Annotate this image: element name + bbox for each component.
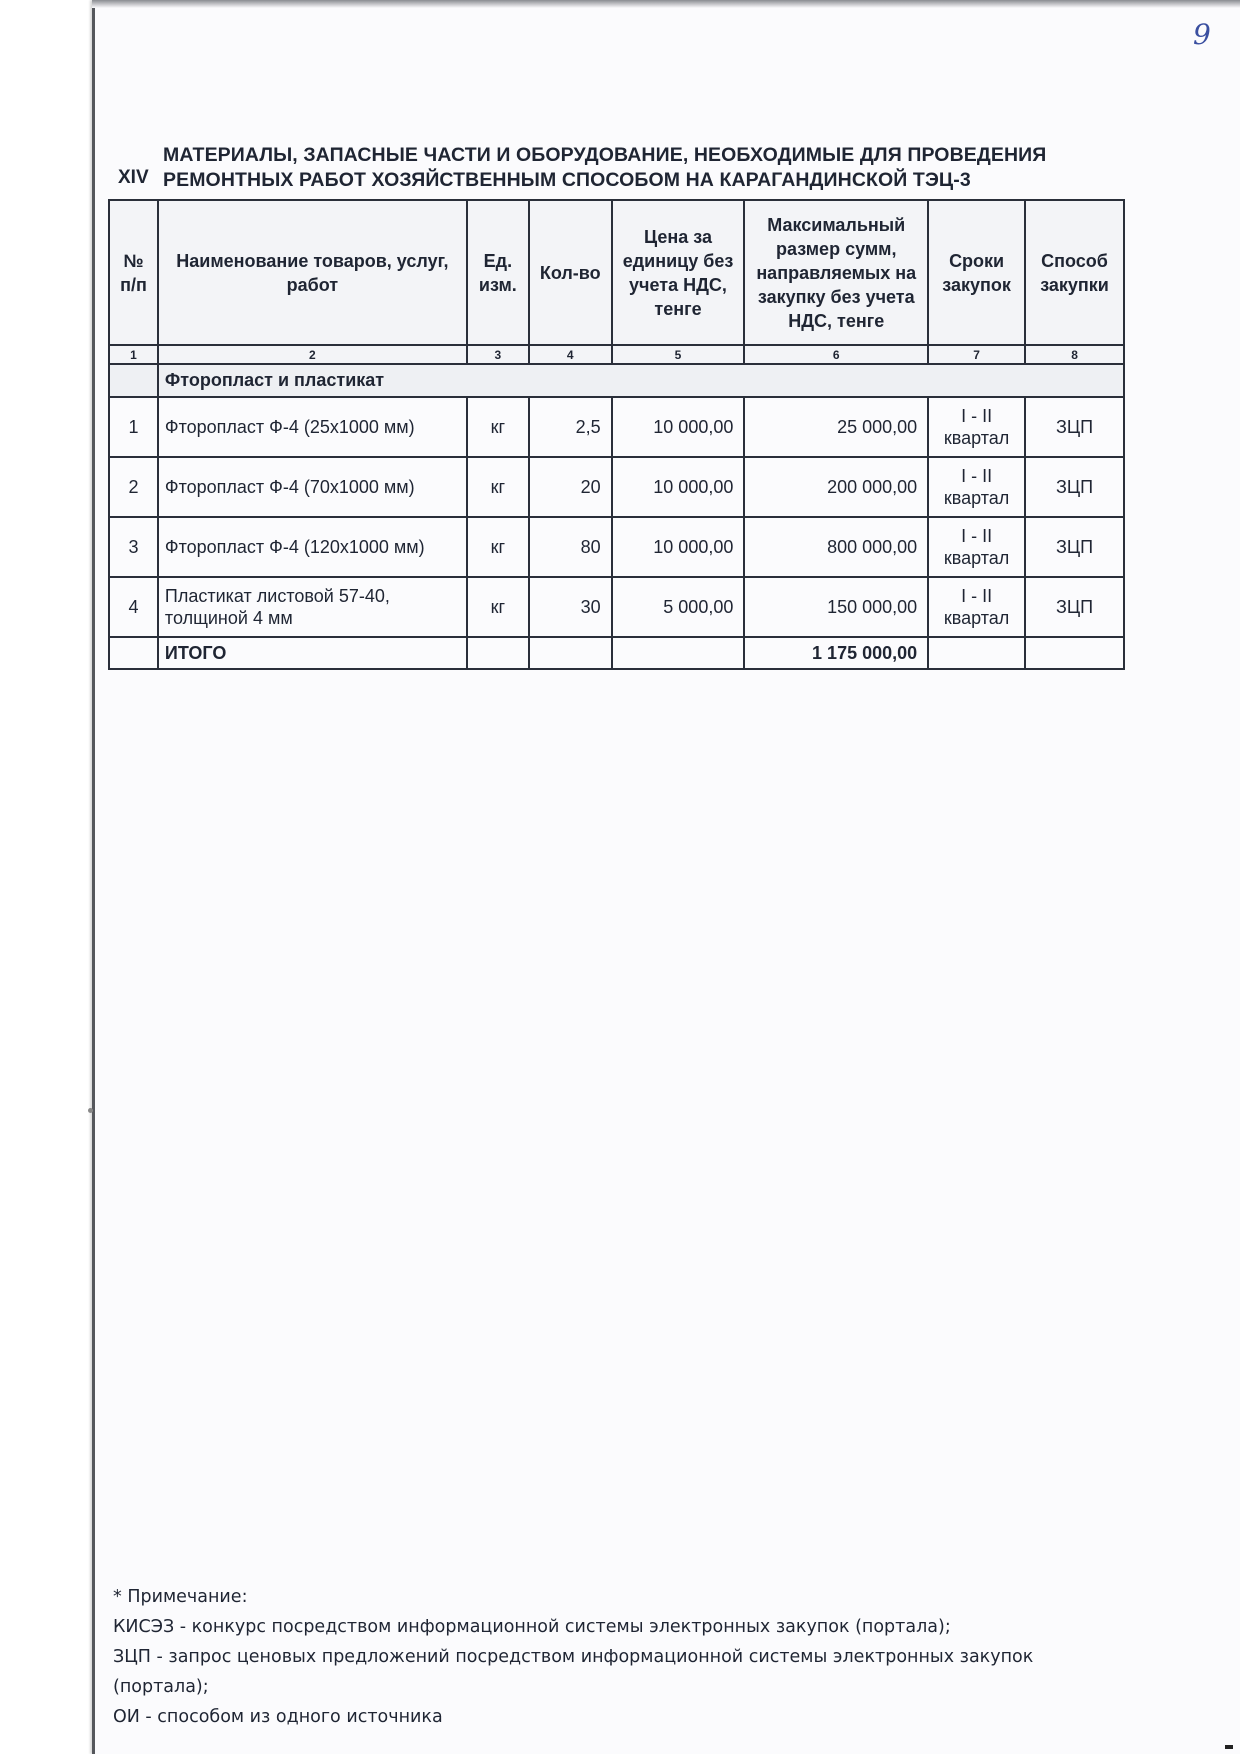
- procurement-method: ЗЦП: [1025, 577, 1124, 637]
- column-number: 5: [612, 345, 745, 364]
- amount: 150 000,00: [744, 577, 928, 637]
- item-name: [158, 577, 467, 637]
- unit: кг: [467, 397, 529, 457]
- row-number: 1: [109, 397, 158, 457]
- term-line: I - II: [961, 466, 993, 486]
- header-cell: Ед. изм.: [467, 200, 529, 345]
- term-line: квартал: [943, 608, 1010, 628]
- amount: 800 000,00: [744, 517, 928, 577]
- group-row: [109, 364, 1124, 397]
- table-row: [109, 577, 1124, 637]
- term-line: квартал: [943, 548, 1010, 568]
- total-label: ИТОГО: [158, 637, 467, 669]
- header-cell: Сроки закупок: [928, 200, 1025, 345]
- column-number: 7: [928, 345, 1025, 364]
- term-line: квартал: [943, 428, 1010, 448]
- table-header-row: [109, 200, 1124, 345]
- header-cell: Наименование товаров, услуг, работ: [158, 200, 467, 345]
- table-row: [109, 517, 1124, 577]
- unit: кг: [467, 457, 529, 517]
- unit-price: 10 000,00: [612, 457, 745, 517]
- term-line: I - II: [961, 526, 993, 546]
- scan-speck: [88, 1108, 93, 1113]
- unit-price: 10 000,00: [612, 517, 745, 577]
- procurement-method: ЗЦП: [1025, 517, 1124, 577]
- column-number: 3: [467, 345, 529, 364]
- column-number: 6: [744, 345, 928, 364]
- column-number: 4: [529, 345, 612, 364]
- note-line: ОИ - способом из одного источника: [113, 1707, 443, 1727]
- group-label: Фторопласт и пластикат: [158, 364, 1124, 397]
- row-number: 3: [109, 517, 158, 577]
- header-cell: Кол-во: [529, 200, 612, 345]
- unit: кг: [467, 577, 529, 637]
- item-name-line: Пластикат листовой 57-40,: [164, 586, 390, 606]
- scan-speck: [1225, 1745, 1233, 1749]
- column-number: 2: [158, 345, 467, 364]
- procurement-method: ЗЦП: [1025, 457, 1124, 517]
- handwritten-page-number: 9: [1193, 18, 1211, 51]
- item-name-line: толщиной 4 мм: [164, 608, 293, 628]
- procurement-term: [928, 457, 1025, 517]
- row-number: 2: [109, 457, 158, 517]
- quantity: 30: [529, 577, 612, 637]
- header-cell: Максимальный размер сумм, направляемых на закупку без учета НДС, тенге: [744, 200, 928, 345]
- unit-price: 5 000,00: [612, 577, 745, 637]
- note-line: КИСЭЗ - конкурс посредством информационной системы электронных закупок (портала);: [113, 1617, 951, 1637]
- amount: 200 000,00: [744, 457, 928, 517]
- procurement-term: [928, 397, 1025, 457]
- quantity: 80: [529, 517, 612, 577]
- term-line: I - II: [961, 586, 993, 606]
- item-name: Фторопласт Ф-4 (70х1000 мм): [158, 457, 467, 517]
- amount: 25 000,00: [744, 397, 928, 457]
- column-number-row: [109, 345, 1124, 364]
- note-line: ЗЦП - запрос ценовых предложений посредством информационной системы электронных закупок: [113, 1647, 1034, 1667]
- header-cell: Цена за единицу без учета НДС, тенге: [612, 200, 745, 345]
- unit: кг: [467, 517, 529, 577]
- footnote: [113, 1582, 1113, 1732]
- scan-top-edge: [92, 0, 1240, 8]
- column-number: 1: [109, 345, 158, 364]
- note-line: (портала);: [113, 1677, 209, 1697]
- term-line: квартал: [943, 488, 1010, 508]
- total-value: 1 175 000,00: [744, 637, 928, 669]
- table-row: [109, 397, 1124, 457]
- row-number: 4: [109, 577, 158, 637]
- procurement-term: [928, 577, 1025, 637]
- total-row: [109, 637, 1124, 669]
- term-line: I - II: [961, 406, 993, 426]
- item-name: Фторопласт Ф-4 (120х1000 мм): [158, 517, 467, 577]
- column-number: 8: [1025, 345, 1124, 364]
- unit-price: 10 000,00: [612, 397, 745, 457]
- table-row: [109, 457, 1124, 517]
- section-title: МАТЕРИАЛЫ, ЗАПАСНЫЕ ЧАСТИ И ОБОРУДОВАНИЕ, НЕОБХОДИМЫЕ ДЛЯ ПРОВЕДЕНИЯ РЕМОНТНЫХ РАБОТ ХОЗЯЙСТВЕННЫМ СПОСОБОМ НА КАРАГАНДИНСКОЙ ТЭЦ-3: [163, 144, 1047, 191]
- header-cell: № п/п: [109, 200, 158, 345]
- quantity: 2,5: [529, 397, 612, 457]
- procurement-method: ЗЦП: [1025, 397, 1124, 457]
- note-heading: * Примечание:: [113, 1587, 248, 1607]
- procurement-term: [928, 517, 1025, 577]
- procurement-table: [108, 199, 1125, 670]
- section-number: XIV: [118, 167, 149, 188]
- quantity: 20: [529, 457, 612, 517]
- item-name: Фторопласт Ф-4 (25х1000 мм): [158, 397, 467, 457]
- header-cell: Способ закупки: [1025, 200, 1124, 345]
